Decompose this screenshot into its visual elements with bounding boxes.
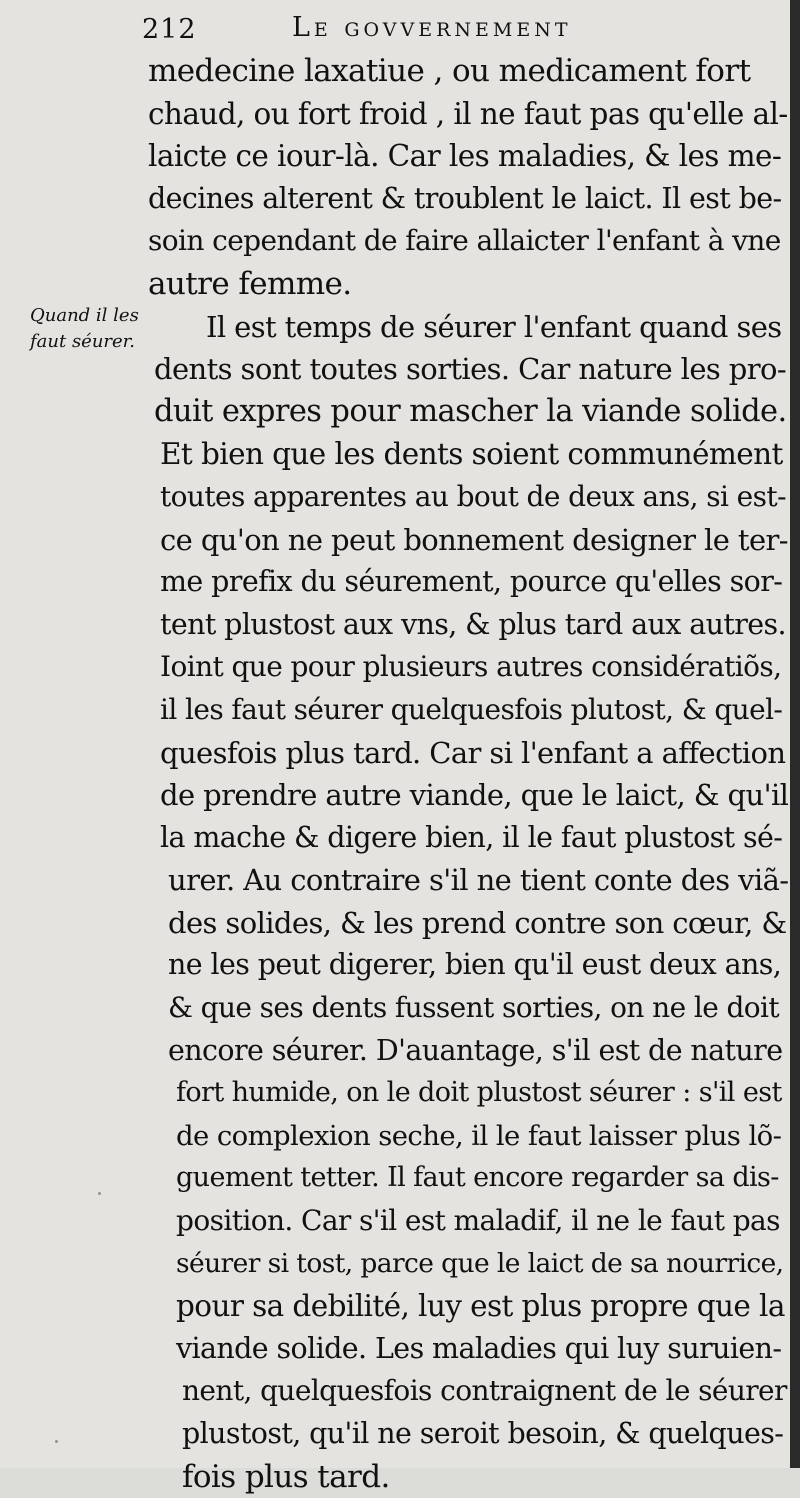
paper-speck	[98, 1192, 101, 1195]
text-line: me prefix du séurement, pource qu'elles sor-	[160, 565, 783, 599]
body-text	[148, 50, 789, 1498]
text-line: ne les peut digerer, bien qu'il eust deux ans,	[168, 948, 782, 982]
text-line: & que ses dents fussent sorties, on ne le doit	[168, 991, 780, 1025]
text-line: Et bien que les dents soient communément	[160, 437, 783, 472]
text-line: de complexion seche, il le faut laisser plus lõ-	[176, 1119, 782, 1152]
text-line: encore séurer. D'auantage, s'il est de nature	[168, 1033, 783, 1067]
text-line: soin cependant de faire allaicter l'enfant à vne	[148, 224, 781, 258]
paper-speck	[55, 1440, 58, 1443]
text-line: il les faut séurer quelquesfois plutost, & quel-	[160, 692, 783, 726]
margin-note-line: faut séurer.	[30, 331, 136, 352]
text-line: pour sa debilité, luy est plus propre que la	[176, 1289, 785, 1324]
paragraph-start-line: Il est temps de séurer l'enfant quand ses	[206, 309, 782, 344]
text-line: chaud, ou fort froid , il ne faut pas qu'elle al-	[148, 96, 788, 131]
text-line: de prendre autre viande, que le laict, & qu'il	[160, 778, 789, 813]
text-line: plustost, qu'il ne seroit besoin, & quelques-	[182, 1417, 784, 1450]
page-header	[142, 6, 742, 46]
text-line: medecine laxatiue , ou medicament fort	[148, 53, 751, 89]
text-line: quesfois plus tard. Car si l'enfant a affection	[160, 735, 786, 770]
text-line: la mache & digere bien, il le faut plustost sé-	[160, 820, 783, 854]
margin-note-line: Quand il les	[30, 305, 139, 326]
text-line: decines alterent & troublent le laict. Il est be-	[148, 181, 782, 215]
paper-speck	[650, 1440, 653, 1443]
text-line: fois plus tard.	[182, 1458, 390, 1495]
text-line: toutes apparentes au bout de deux ans, si est-	[160, 479, 786, 513]
text-line: autre femme.	[148, 265, 352, 302]
text-line: fort humide, on le doit plustost séurer : s'il est	[176, 1077, 782, 1109]
text-line: position. Car s'il est maladif, il ne le faut pas	[176, 1204, 780, 1238]
text-line: laicte ce iour-là. Car les maladies, & les me-	[148, 139, 782, 174]
margin-note	[30, 303, 155, 355]
text-line: nent, quelquesfois contraignent de le séurer	[182, 1374, 787, 1408]
text-line: des solides, & les prend contre son cœur, &	[168, 905, 787, 940]
text-line: Ioint que pour plusieurs autres considératiõs,	[160, 650, 782, 684]
text-line: viande solide. Les maladies qui luy suruien-	[176, 1331, 782, 1365]
text-line: dents sont toutes sorties. Car nature les pro-	[154, 352, 787, 387]
running-title: Le govvernement	[292, 12, 572, 43]
text-line: ce qu'on ne peut bonnement designer le ter-	[160, 522, 788, 557]
text-line: duit expres pour mascher la viande solide.	[154, 393, 787, 429]
text-line: urer. Au contraire s'il ne tient conte des viã-	[168, 863, 789, 898]
text-line: tent plustost aux vns, & plus tard aux autres.	[160, 607, 787, 641]
page-number: 212	[142, 14, 197, 45]
text-line: séurer si tost, parce que le laict de sa nourrice,	[176, 1247, 784, 1279]
text-line: guement tetter. Il faut encore regarder sa dis-	[176, 1162, 779, 1194]
